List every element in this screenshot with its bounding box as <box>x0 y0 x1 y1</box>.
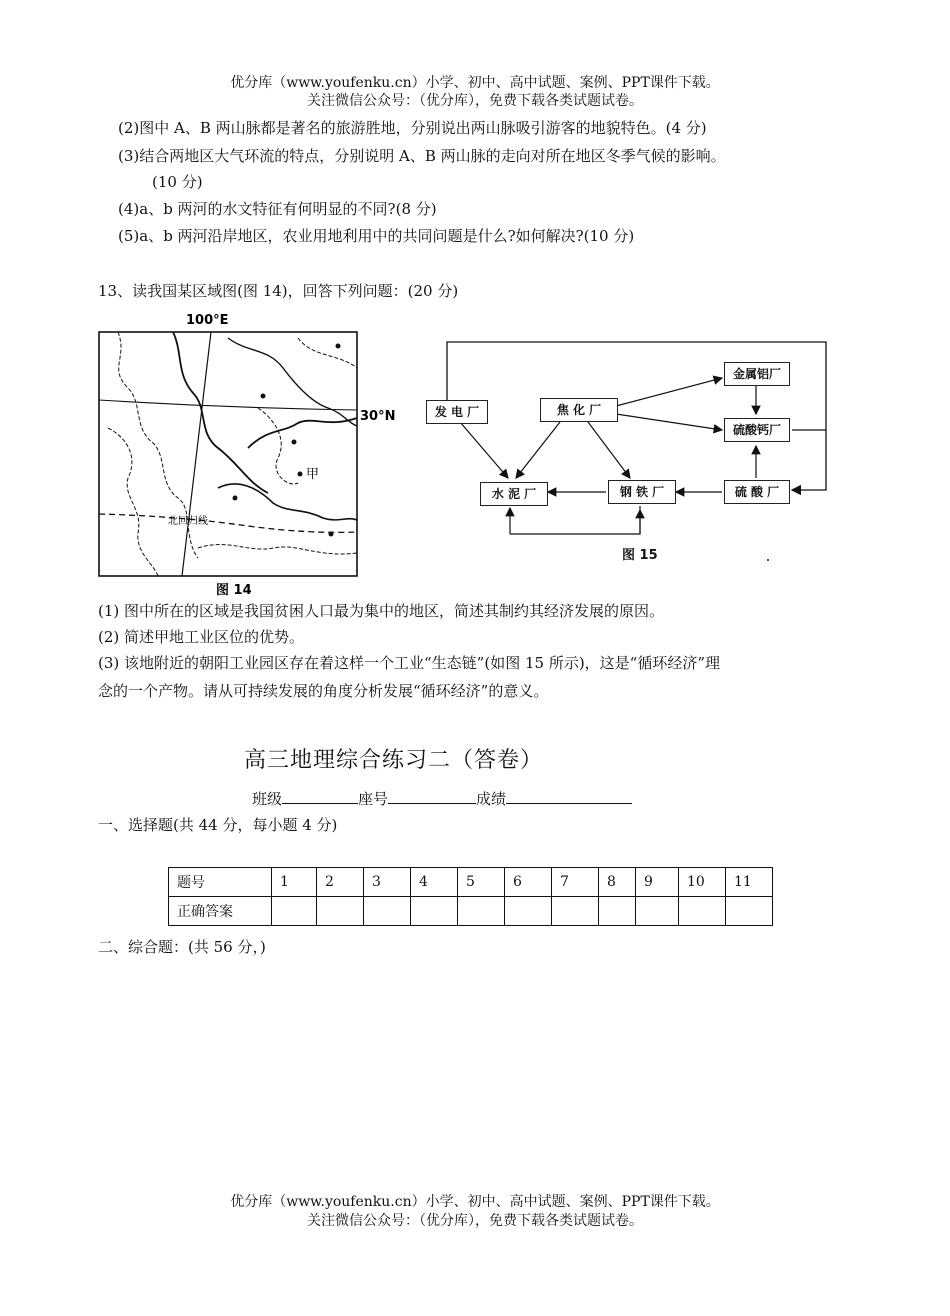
q13-sub-1: (1) 图中所在的区域是我国贫困人口最为集中的地区，简述其制约其经济发展的原因。 <box>98 602 665 620</box>
city-dot <box>292 440 297 445</box>
question-number-cell: 5 <box>458 868 505 897</box>
q12-part-4: (4)a、b 两河的水文特征有何明显的不同?(8 分) <box>118 200 437 218</box>
answer-label-cell: 正确答案 <box>169 897 272 926</box>
stray-dot <box>767 559 769 561</box>
figure-14-caption: 图 14 <box>216 583 252 598</box>
figure-15-flow <box>420 330 840 570</box>
parallel-30n-line <box>99 400 357 410</box>
student-info-line <box>252 788 632 809</box>
river-line <box>248 418 357 448</box>
question-number-cell: 6 <box>505 868 552 897</box>
question-number-cell: 4 <box>411 868 458 897</box>
question-number-cell: 11 <box>726 868 773 897</box>
answer-cell[interactable] <box>272 897 317 926</box>
arrow-coking-aluminum <box>616 378 722 406</box>
city-dot <box>329 532 334 537</box>
boundary-line <box>258 408 298 484</box>
answer-cell[interactable] <box>317 897 364 926</box>
answer-cell[interactable] <box>726 897 773 926</box>
node-coking-plant: 焦 化 厂 <box>540 398 618 422</box>
figure-14-map <box>98 308 398 598</box>
answer-cell[interactable] <box>679 897 726 926</box>
node-cement-plant: 水 泥 厂 <box>480 482 548 506</box>
node-steel-plant: 钢 铁 厂 <box>608 480 676 504</box>
river-line <box>228 338 357 426</box>
q13-stem: 13、读我国某区域图(图 14)，回答下列问题：(20 分) <box>98 282 459 300</box>
class-blank[interactable] <box>282 789 358 804</box>
city-dot <box>233 496 238 501</box>
map-drawing <box>98 308 398 598</box>
footer-line-2: 关注微信公众号：（优分库），免费下载各类试题试卷。 <box>307 1213 643 1229</box>
lat-label: 30°N <box>360 409 396 424</box>
seat-blank[interactable] <box>388 789 476 804</box>
q13-sub-3-line-2: 念的一个产物。请从可持续发展的角度分析发展“循环经济”的意义。 <box>98 682 549 700</box>
figure-15-caption: 图 15 <box>622 548 658 563</box>
city-dot <box>261 394 266 399</box>
answer-cell[interactable] <box>599 897 636 926</box>
river-line <box>218 484 357 520</box>
arrow-coking-steel <box>588 422 630 478</box>
header-label-cell: 题号 <box>169 868 272 897</box>
answer-table-header-row <box>169 868 773 897</box>
meridian-100e-line <box>182 332 211 576</box>
question-number-cell: 9 <box>636 868 679 897</box>
answer-table <box>168 867 773 926</box>
question-number-cell: 1 <box>272 868 317 897</box>
city-dot <box>336 344 341 349</box>
arrow-bottom-feed <box>510 506 640 534</box>
question-number-cell: 2 <box>317 868 364 897</box>
node-calcium-sulfate-plant: 硫酸钙厂 <box>724 418 790 442</box>
place-label-jia: 甲 <box>306 467 320 482</box>
question-number-cell: 10 <box>679 868 726 897</box>
arrow-power-cement <box>460 422 508 478</box>
section-1-heading: 一、选择题(共 44 分，每小题 4 分) <box>98 816 338 834</box>
footer-line-1: 优分库（www.youfenku.cn）小学、初中、高中试题、案例、PPT课件下载。 <box>230 1194 720 1210</box>
q13-sub-2: (2) 简述甲地工业区位的优势。 <box>98 628 305 646</box>
answer-cell[interactable] <box>364 897 411 926</box>
city-dot <box>298 472 303 477</box>
answer-cell[interactable] <box>552 897 599 926</box>
answer-sheet-title: 高三地理综合练习二（答卷） <box>244 748 544 773</box>
question-number-cell: 8 <box>599 868 636 897</box>
score-blank[interactable] <box>506 789 632 804</box>
answer-cell[interactable] <box>458 897 505 926</box>
q13-sub-3-line-1: (3) 该地附近的朝阳工业园区存在着这样一个工业“生态链”(如图 15 所示)，这是“循环经济”理 <box>98 654 721 672</box>
answer-cell[interactable] <box>636 897 679 926</box>
boundary-line <box>298 338 357 368</box>
arrow-coking-cement <box>516 422 560 478</box>
boundary-line <box>108 428 158 576</box>
node-aluminum-plant: 金属铝厂 <box>724 362 790 386</box>
q12-part-5: (5)a、b 两河沿岸地区，农业用地利用中的共同问题是什么?如何解决?(10 分) <box>118 227 635 245</box>
boundary-line <box>198 544 357 554</box>
answer-table-answer-row <box>169 897 773 926</box>
lon-label: 100°E <box>186 313 229 328</box>
q12-part-3: (3)结合两地区大气环流的特点，分别说明 A、B 两山脉的走向对所在地区冬季气候的影响。 <box>118 147 726 165</box>
node-sulfuric-acid-plant: 硫 酸 厂 <box>724 480 790 504</box>
q12-part-2: (2)图中 A、B 两山脉都是著名的旅游胜地，分别说出两山脉吸引游客的地貌特色。(4 分) <box>118 119 707 137</box>
score-label: 成绩 <box>476 790 507 808</box>
section-2-heading: 二、综合题：(共 56 分，) <box>98 938 266 956</box>
node-power-plant: 发 电 厂 <box>426 400 488 424</box>
seat-label: 座号 <box>358 790 389 808</box>
question-number-cell: 3 <box>364 868 411 897</box>
header-line-1: 优分库（www.youfenku.cn）小学、初中、高中试题、案例、PPT课件下载。 <box>230 75 720 91</box>
arrow-coking-calcium <box>616 414 722 430</box>
q12-part-3-score: (10 分) <box>152 173 203 191</box>
answer-cell[interactable] <box>411 897 458 926</box>
question-number-cell: 7 <box>552 868 599 897</box>
tropic-label: 北回归线 <box>168 516 208 527</box>
header-line-2: 关注微信公众号：（优分库），免费下载各类试题试卷。 <box>307 93 643 109</box>
answer-cell[interactable] <box>505 897 552 926</box>
class-label: 班级 <box>252 790 283 808</box>
river-line <box>173 332 268 493</box>
